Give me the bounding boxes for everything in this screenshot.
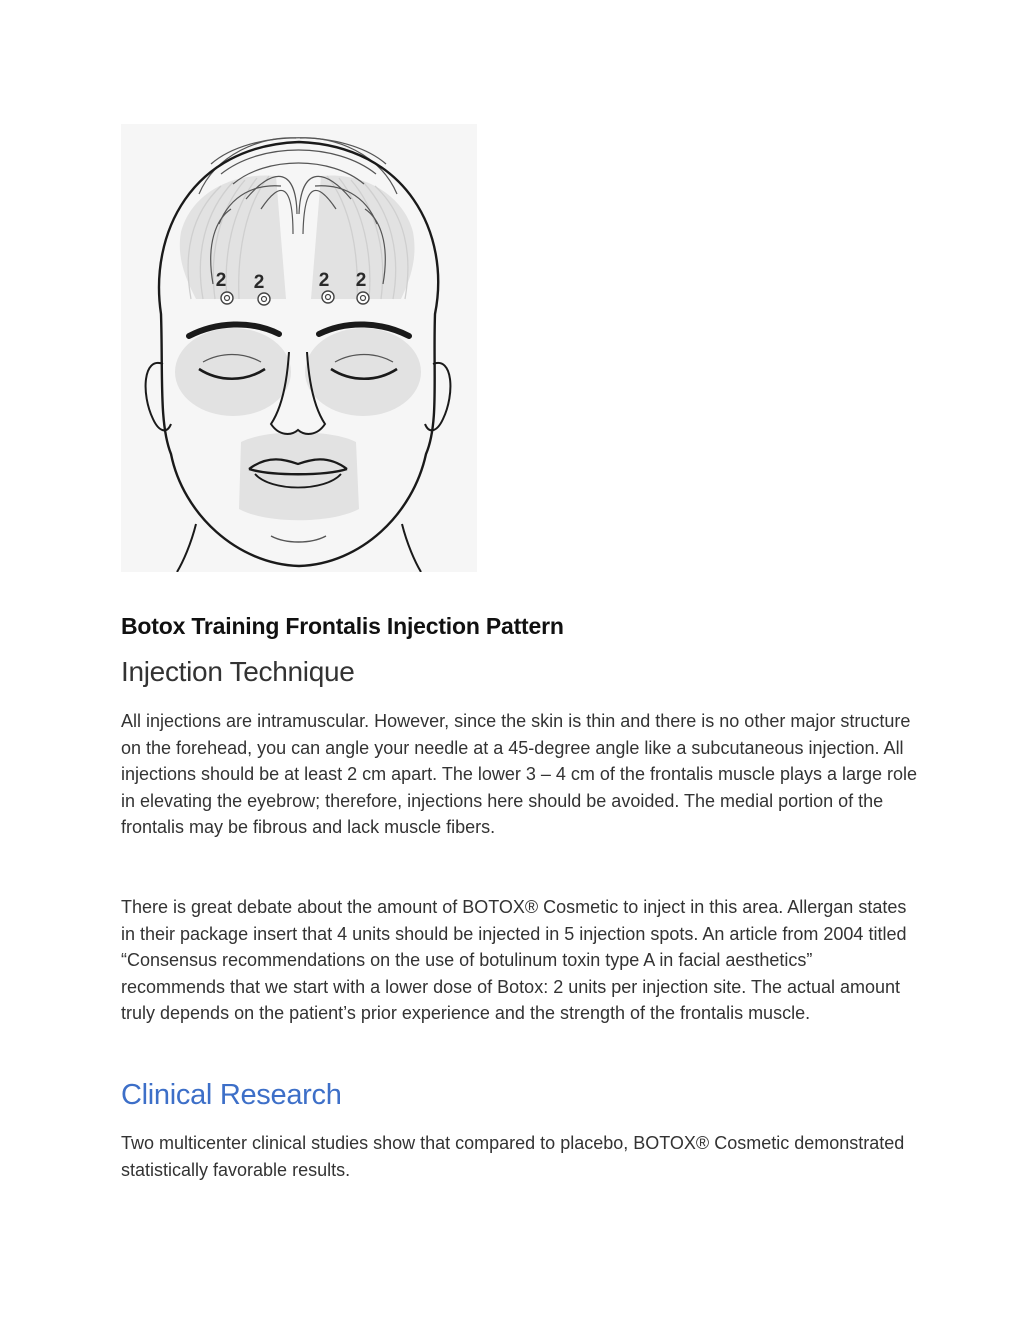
face-injection-diagram [121, 124, 477, 572]
svg-text:2: 2 [253, 272, 265, 293]
clinical-research-paragraph: Two multicenter clinical studies show that compared to placebo, BOTOX® Cosmetic demonstrated statistically favorable results. [121, 1133, 905, 1180]
injection-technique-paragraph-2: There is great debate about the amount of BOTOX® Cosmetic to inject in this area. Allergan states in their package insert that 4 units should be injected in 5 injection spots. An article from 2004 titled “Consensus recommendations on the use of botulinum toxin type A in facial aesthetics” recommends that we start with a lower dose of Botox: 2 units per injection site. The actual amount truly depends on the patient’s prior experience and the strength of the frontalis muscle. [121, 897, 907, 1024]
figure-caption: Botox Training Frontalis Injection Pattern [121, 613, 564, 639]
injection-technique-heading: Injection Technique [121, 656, 355, 687]
svg-text:2: 2 [318, 270, 330, 291]
svg-text:2: 2 [215, 270, 227, 291]
svg-text:2: 2 [355, 270, 367, 291]
clinical-research-heading: Clinical Research [121, 1079, 342, 1111]
injection-technique-paragraph-1: All injections are intramuscular. However, since the skin is thin and there is no other major structure on the forehead, you can angle your needle at a 45-degree angle like a subcutaneous injection. All injections should be at least 2 cm apart. The lower 3 – 4 cm of the frontalis muscle plays a large role in elevating the eyebrow; therefore, injections here should be avoided. The medial portion of the frontalis may be fibrous and lack muscle fibers. [121, 711, 918, 838]
